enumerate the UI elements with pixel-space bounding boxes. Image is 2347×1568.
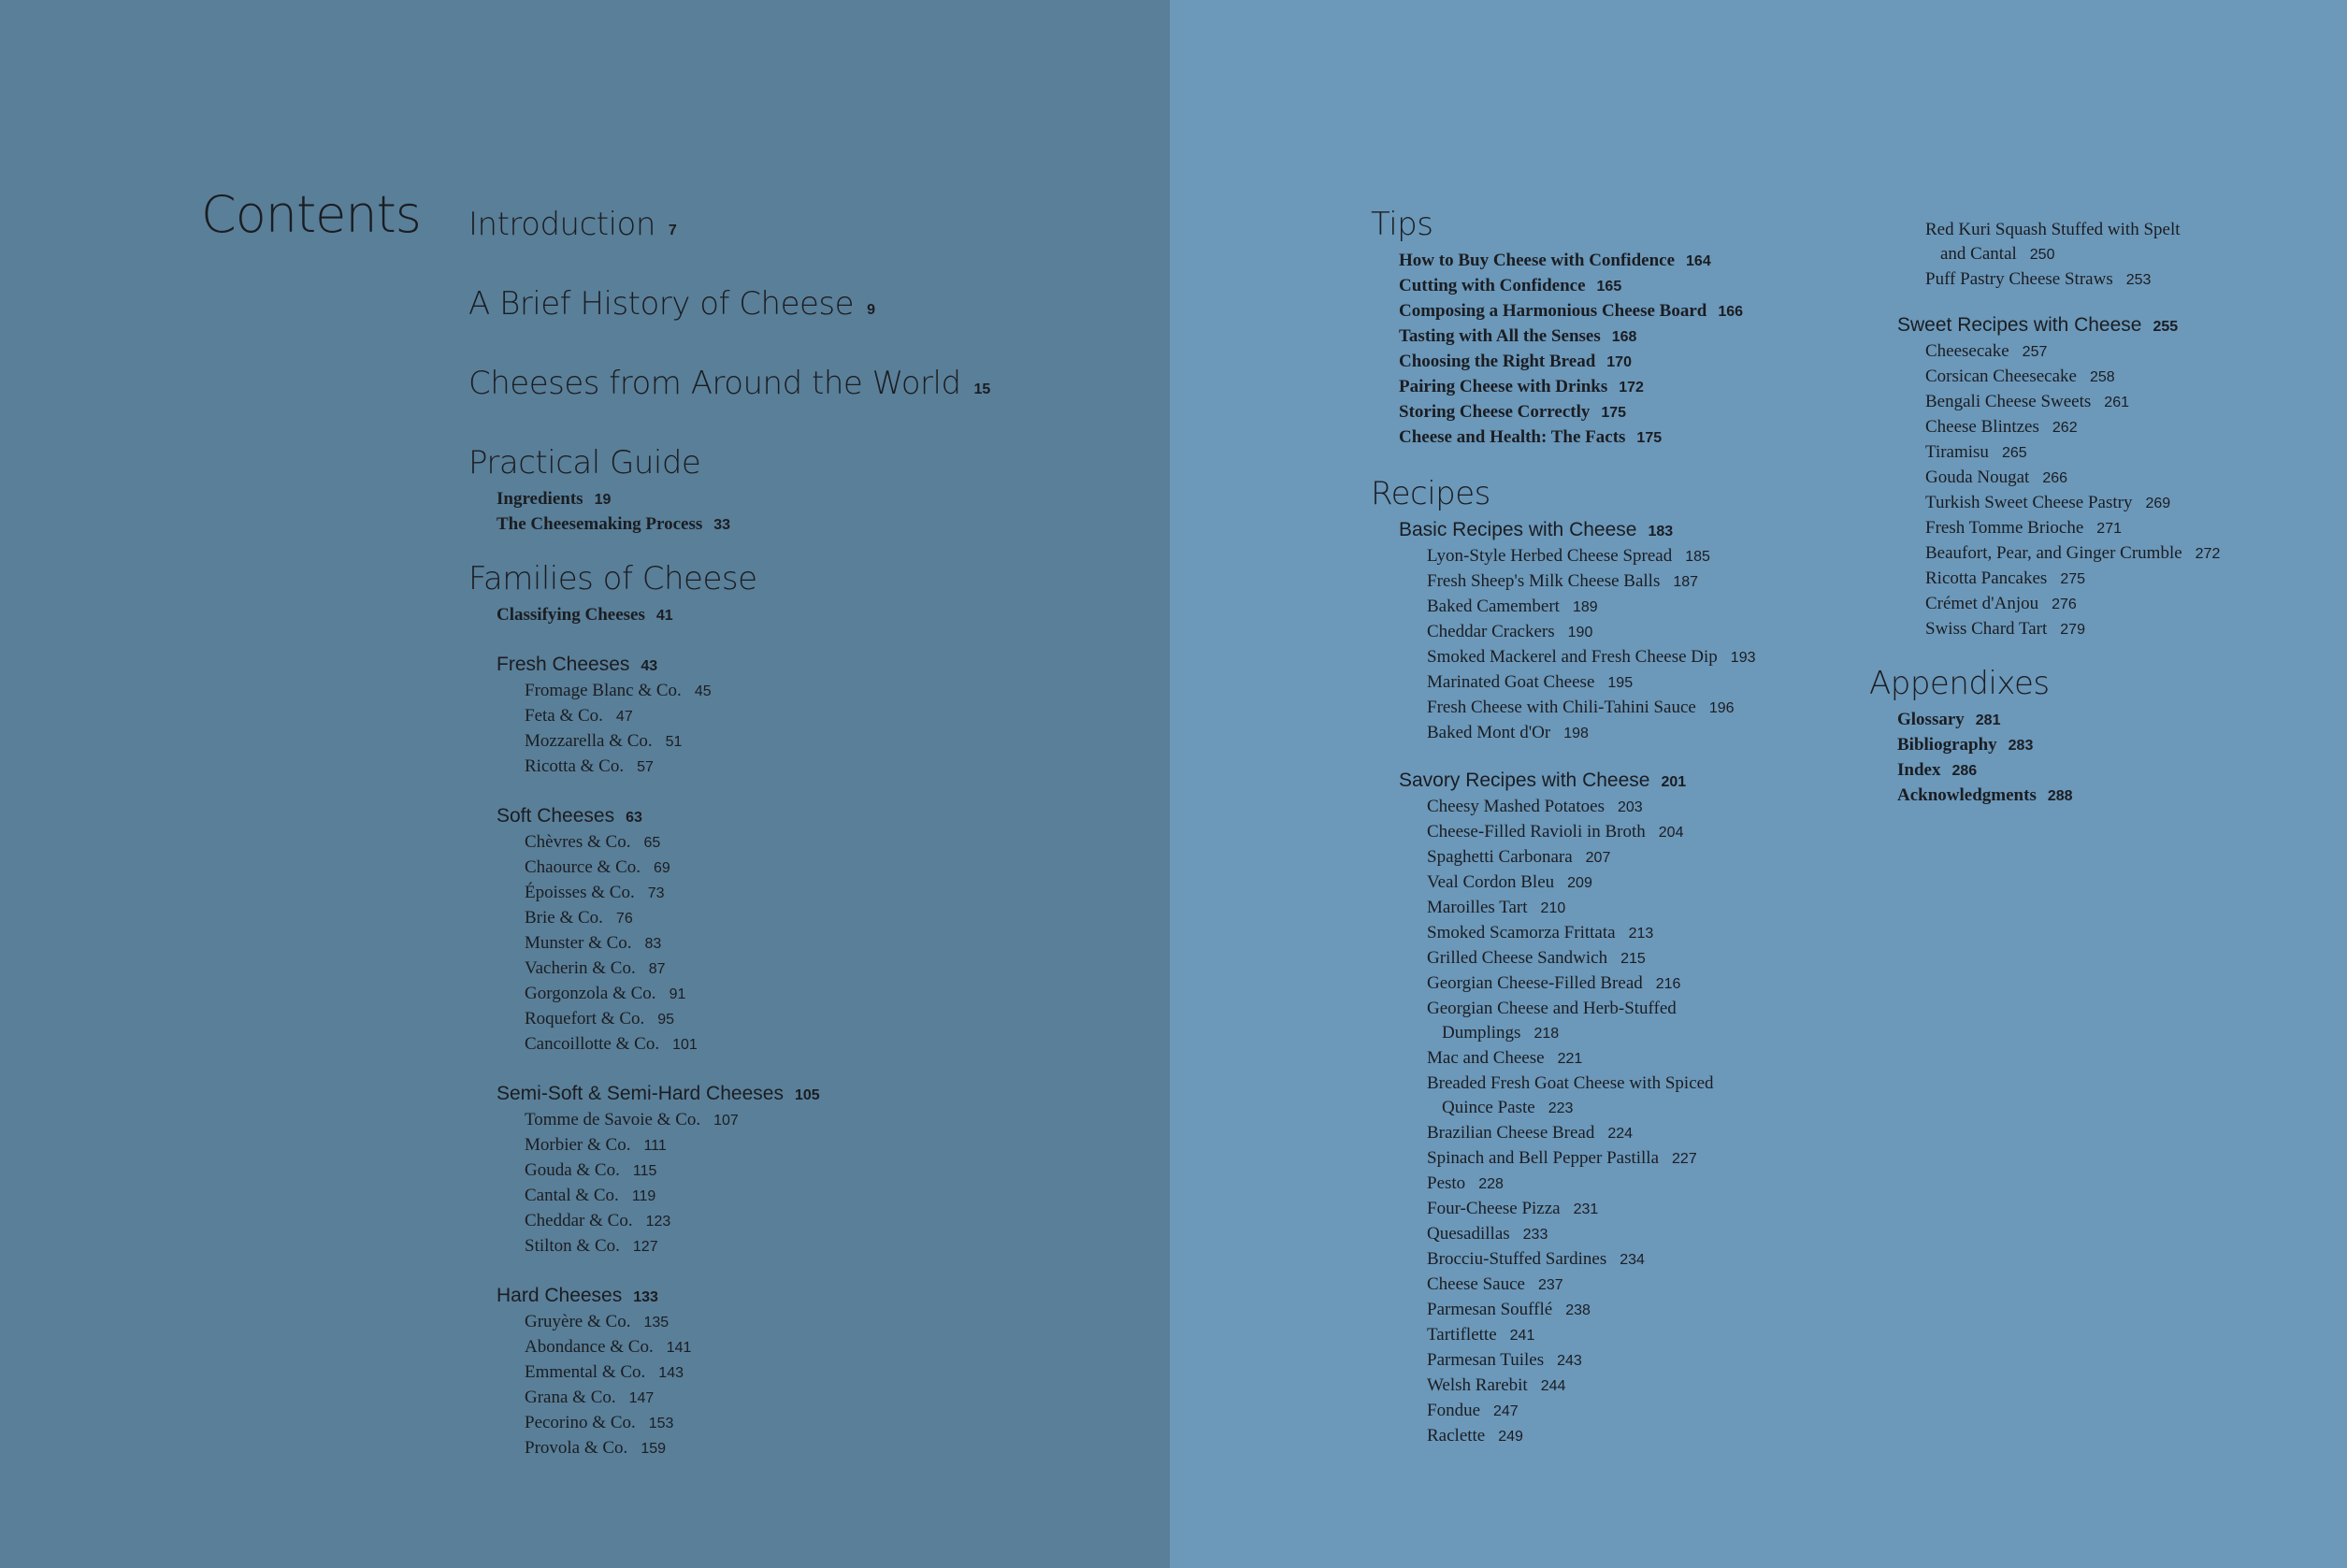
toc-item: Cheese Blintzes 262 (1925, 417, 2078, 437)
toc-item: Cheesy Mashed Potatoes 203 (1427, 797, 1643, 816)
toc-item: Spaghetti Carbonara 207 (1427, 847, 1611, 867)
toc-item: Fromage Blanc & Co. 45 (525, 681, 712, 700)
toc-item: Ricotta & Co. 57 (525, 756, 654, 776)
savory-recipes-list (1371, 795, 1876, 1449)
toc-item: Cancoillotte & Co. 101 (525, 1034, 698, 1054)
toc-item: Chaource & Co. 69 (525, 857, 670, 877)
toc-item: Cheese Sauce 237 (1427, 1274, 1563, 1294)
appendixes-list (1869, 708, 2337, 809)
contents-title: Contents (201, 185, 421, 244)
toc-item: Marinated Goat Cheese 195 (1427, 672, 1634, 692)
toc-item: Abondance & Co. 141 (525, 1337, 692, 1357)
toc-section: A Brief History of Cheese 9 (468, 285, 875, 323)
families-groups (468, 628, 1142, 1461)
toc-entry: Storing Cheese Correctly 175 (1399, 402, 1627, 422)
toc-item: Parmesan Tuiles 243 (1427, 1350, 1582, 1370)
toc-item: Gouda Nougat 266 (1925, 468, 2068, 487)
toc-entry: Cutting with Confidence 165 (1399, 276, 1622, 295)
toc-item: Provola & Co. 159 (525, 1438, 667, 1458)
toc-item: Spinach and Bell Pepper Pastilla 227 (1427, 1148, 1697, 1168)
toc-section-families: Families of Cheese (468, 560, 757, 597)
toc-item: Tartiflette 241 (1427, 1325, 1535, 1345)
toc-entry: The Cheesemaking Process 33 (497, 514, 731, 534)
toc-item: Fondue 247 (1427, 1401, 1519, 1420)
toc-entry: Choosing the Right Bread 170 (1399, 352, 1632, 371)
toc-entry: Index 286 (1897, 760, 1978, 780)
toc-item: Emmental & Co. 143 (525, 1362, 684, 1382)
toc-item: Brazilian Cheese Bread 224 (1427, 1123, 1634, 1143)
toc-item: Smoked Mackerel and Fresh Cheese Dip 193 (1427, 647, 1756, 667)
toc-item: Georgian Cheese-Filled Bread 216 (1427, 973, 1681, 993)
toc-section: Introduction 7 (468, 206, 677, 243)
toc-item: Munster & Co. 83 (525, 933, 662, 953)
toc-subsection-savory: Savory Recipes with Cheese 201 (1399, 770, 1687, 791)
toc-subsection: Soft Cheeses 63 (497, 805, 642, 827)
toc-item: Quesadillas 233 (1427, 1224, 1548, 1244)
toc-item: Raclette 249 (1427, 1426, 1523, 1446)
toc-item: Red Kuri Squash Stuffed with Spelt and Cantal 250 (1925, 220, 2181, 264)
toc-item: Feta & Co. 47 (525, 706, 633, 726)
toc-item: Roquefort & Co. 95 (525, 1009, 675, 1029)
toc-item: Puff Pastry Cheese Straws 253 (1925, 269, 2152, 289)
toc-item: Brocciu-Stuffed Sardines 234 (1427, 1249, 1645, 1269)
toc-item: Tiramisu 265 (1925, 442, 2027, 462)
toc-item: Gouda & Co. 115 (525, 1160, 657, 1180)
toc-entry: How to Buy Cheese with Confidence 164 (1399, 251, 1711, 270)
toc-item: Grana & Co. 147 (525, 1388, 655, 1407)
toc-item: Bengali Cheese Sweets 261 (1925, 392, 2129, 411)
toc-entry: Bibliography 283 (1897, 735, 2034, 755)
toc-entry: Tasting with All the Senses 168 (1399, 326, 1637, 346)
toc-entry: Acknowledgments 288 (1897, 785, 2073, 805)
toc-item: Chèvres & Co. 65 (525, 832, 661, 852)
toc-item: Cheddar & Co. 123 (525, 1211, 671, 1230)
toc-column-3 (1371, 206, 1876, 1449)
toc-item: Baked Mont d'Or 198 (1427, 723, 1589, 742)
toc-item: Pecorino & Co. 153 (525, 1413, 674, 1432)
toc-item: Grilled Cheese Sandwich 215 (1427, 948, 1646, 968)
savory-recipes-continued (1869, 218, 2337, 293)
toc-item: Brie & Co. 76 (525, 908, 633, 928)
toc-item: Époisses & Co. 73 (525, 883, 665, 902)
toc-item: Cheese-Filled Ravioli in Broth 204 (1427, 822, 1684, 842)
toc-item: Lyon-Style Herbed Cheese Spread 185 (1427, 546, 1710, 566)
toc-item: Cheddar Crackers 190 (1427, 622, 1593, 641)
toc-section-appendixes: Appendixes (1869, 665, 2050, 702)
sweet-recipes-list (1869, 339, 2337, 642)
toc-item: Ricotta Pancakes 275 (1925, 568, 2086, 588)
basic-recipes-list (1371, 544, 1876, 746)
toc-entry: Cheese and Health: The Facts 175 (1399, 427, 1663, 447)
toc-item: Baked Camembert 189 (1427, 597, 1598, 616)
toc-item: Morbier & Co. 111 (525, 1135, 667, 1155)
toc-subsection: Hard Cheeses 133 (497, 1285, 658, 1306)
toc-section-practical-guide: Practical Guide (468, 444, 701, 482)
toc-item: Gruyère & Co. 135 (525, 1312, 670, 1331)
toc-item: Beaufort, Pear, and Ginger Crumble 272 (1925, 543, 2221, 563)
toc-item: Stilton & Co. 127 (525, 1236, 658, 1256)
toc-item: Swiss Chard Tart 279 (1925, 619, 2085, 639)
toc-column-1 (468, 206, 1142, 1461)
toc-item: Vacherin & Co. 87 (525, 958, 666, 978)
toc-subsection: Fresh Cheeses 43 (497, 654, 658, 675)
toc-item: Breaded Fresh Goat Cheese with Spiced Quince Paste 223 (1427, 1073, 1714, 1117)
toc-subsection-basic: Basic Recipes with Cheese 183 (1399, 519, 1674, 540)
toc-item: Corsican Cheesecake 258 (1925, 367, 2115, 386)
toc-item: Crémet d'Anjou 276 (1925, 594, 2077, 613)
toc-entry: Glossary 281 (1897, 710, 2001, 729)
toc-subsection-sweet: Sweet Recipes with Cheese 255 (1897, 314, 2179, 336)
toc-item: Cheesecake 257 (1925, 341, 2048, 361)
toc-item: Cantal & Co. 119 (525, 1186, 656, 1205)
toc-item: Fresh Sheep's Milk Cheese Balls 187 (1427, 571, 1699, 591)
toc-subsection: Semi-Soft & Semi-Hard Cheeses 105 (497, 1083, 820, 1104)
toc-item: Four-Cheese Pizza 231 (1427, 1199, 1599, 1218)
toc-item: Welsh Rarebit 244 (1427, 1375, 1566, 1395)
toc-item: Veal Cordon Bleu 209 (1427, 872, 1592, 892)
toc-entry: Pairing Cheese with Drinks 172 (1399, 377, 1644, 396)
toc-item: Mozzarella & Co. 51 (525, 731, 683, 751)
toc-item: Fresh Cheese with Chili-Tahini Sauce 196 (1427, 698, 1735, 717)
toc-item: Maroilles Tart 210 (1427, 898, 1566, 917)
toc-item: Parmesan Soufflé 238 (1427, 1300, 1591, 1319)
toc-item: Gorgonzola & Co. 91 (525, 984, 686, 1003)
tips-list (1371, 249, 1876, 451)
toc-section-tips: Tips (1371, 206, 1433, 243)
toc-item: Pesto 228 (1427, 1173, 1504, 1193)
toc-item: Fresh Tomme Brioche 271 (1925, 518, 2122, 538)
toc-section: Cheeses from Around the World 15 (468, 365, 991, 402)
toc-entry: Classifying Cheeses 41 (497, 605, 673, 625)
toc-section-recipes: Recipes (1371, 475, 1490, 512)
toc-item: Turkish Sweet Cheese Pastry 269 (1925, 493, 2171, 512)
toc-item: Tomme de Savoie & Co. 107 (525, 1110, 739, 1129)
toc-entry: Composing a Harmonious Cheese Board 166 (1399, 301, 1744, 321)
toc-item: Mac and Cheese 221 (1427, 1048, 1583, 1068)
toc-entry: Ingredients 19 (497, 489, 612, 509)
toc-column-4 (1869, 218, 2337, 809)
toc-item: Smoked Scamorza Frittata 213 (1427, 923, 1654, 942)
toc-item: Georgian Cheese and Herb-Stuffed Dumplings 218 (1427, 999, 1677, 1043)
